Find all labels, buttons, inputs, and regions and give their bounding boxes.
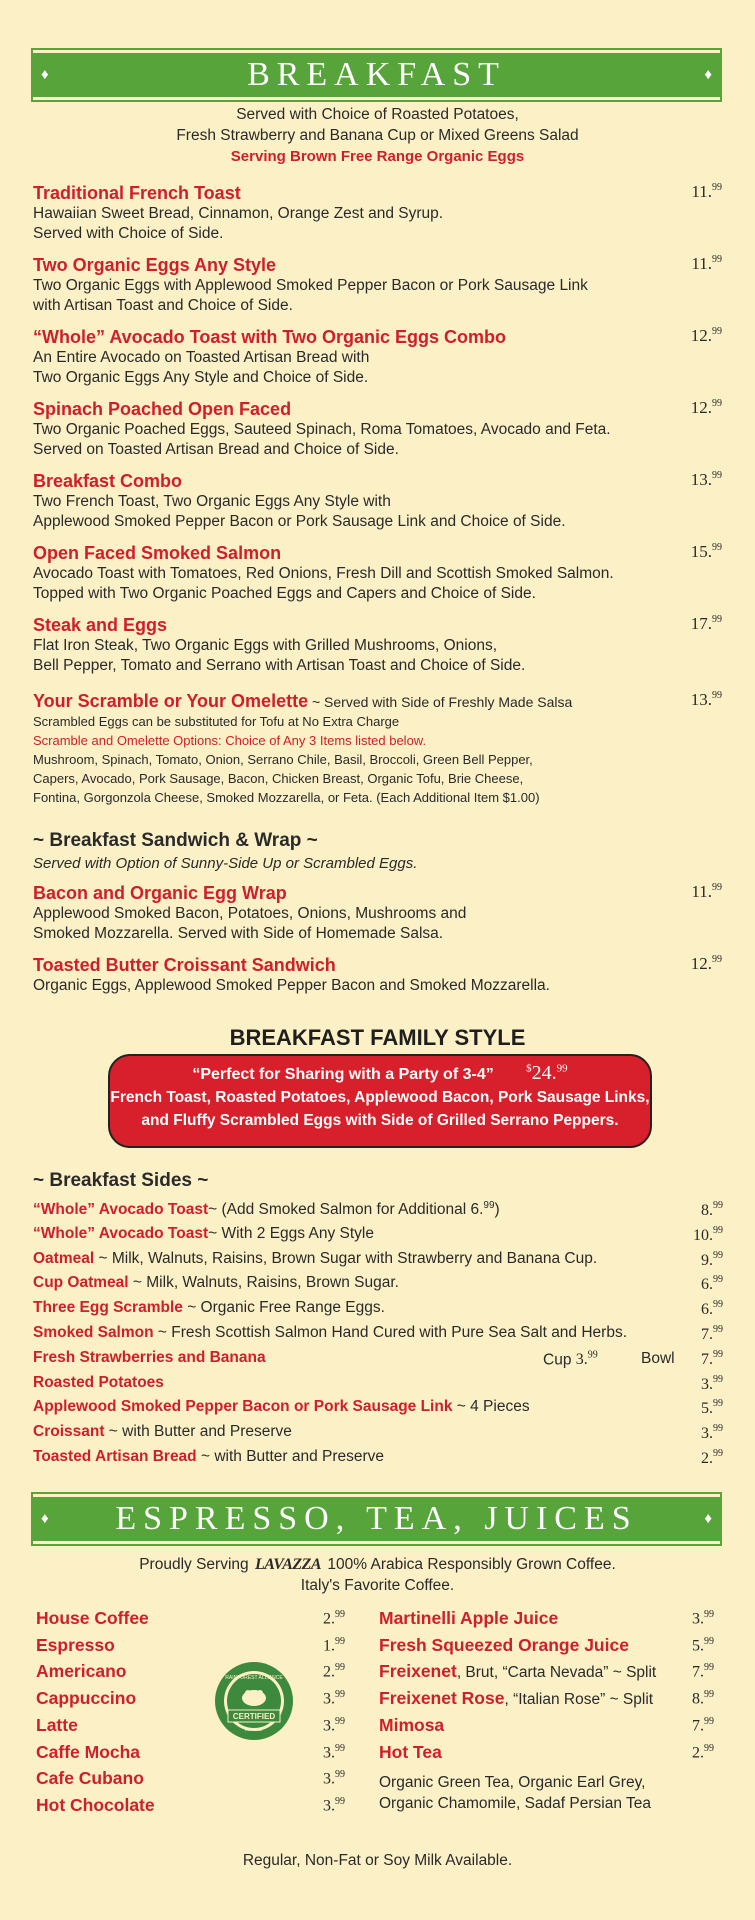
item-price — [691, 326, 722, 346]
side-price — [693, 1225, 723, 1245]
side-row — [33, 1423, 723, 1445]
tea-line: Organic Chamomile, Sadaf Persian Tea — [379, 1795, 651, 1812]
price-dollars: 3. — [323, 1770, 335, 1788]
diamond-icon: ♦ — [41, 66, 49, 83]
side-price — [701, 1324, 723, 1344]
price-dollars: 3. — [692, 1610, 704, 1628]
drink-name: Latte — [36, 1714, 78, 1735]
drink-price — [323, 1743, 345, 1762]
item-desc: Applewood Smoked Bacon, Potatoes, Onions, Mushrooms and — [33, 905, 467, 922]
price-dollars: 12. — [690, 326, 712, 345]
price-dollars: 2. — [323, 1610, 335, 1628]
item-name: Your Scramble or Your Omelette — [33, 691, 309, 711]
seal-top: RAINFOREST ALLIANCE — [225, 1675, 283, 1681]
price-dollars: 3. — [323, 1690, 335, 1708]
price-dollars: 12. — [690, 954, 712, 973]
price-cents: 99 — [335, 1662, 345, 1674]
side-price — [701, 1398, 723, 1418]
item-desc: Bell Pepper, Tomato and Serrano with Artisan Toast and Choice of Side. — [33, 657, 526, 674]
side-desc: ~ (Add Smoked Salmon for Additional 6. — [208, 1201, 484, 1219]
price-cents: 99 — [712, 470, 722, 481]
milk-note: Regular, Non-Fat or Soy Milk Available. — [242, 1852, 513, 1869]
price-dollars: 3. — [575, 1351, 588, 1369]
family-line2: French Toast, Roasted Potatoes, Applewood Bacon, Pork Sausage Links, — [110, 1089, 650, 1106]
side-row — [33, 1349, 723, 1371]
sandwich-heading: ~ Breakfast Sandwich & Wrap ~ — [33, 830, 318, 851]
item-name: Two Organic Eggs Any Style — [33, 255, 277, 275]
price-cents: 99 — [704, 1715, 714, 1727]
breakfast-intro — [0, 104, 755, 167]
drink-price — [692, 1689, 714, 1708]
price-cents: 99 — [713, 1348, 723, 1360]
side-name: “Whole” Avocado Toast — [33, 1224, 209, 1242]
side-row — [33, 1374, 723, 1396]
seal-est: EST. 1987 — [244, 1727, 264, 1732]
drinks-title: ESPRESSO, TEA, JUICES — [115, 1500, 638, 1537]
intro-line: Served with Choice of Roasted Potatoes, — [236, 106, 519, 123]
price-cents: 99 — [712, 614, 722, 625]
drink-name: Fresh Squeezed Orange Juice — [379, 1634, 629, 1655]
price-dollars: 6. — [701, 1301, 713, 1319]
item-desc: Two French Toast, Two Organic Eggs Any Style with — [33, 493, 391, 510]
menu-item — [33, 470, 723, 532]
side-desc: ~ with Butter and Preserve — [104, 1423, 292, 1441]
item-price — [691, 182, 722, 202]
intro-line: Fresh Strawberry and Banana Cup or Mixed Greens Salad — [176, 127, 579, 144]
cup-price — [543, 1350, 598, 1369]
item-price — [691, 542, 722, 562]
side-name: Smoked Salmon — [33, 1324, 154, 1341]
price-cents: 99 — [713, 1249, 723, 1261]
price-cents: 99 — [713, 1398, 723, 1410]
price-cents: 99 — [713, 1423, 723, 1435]
drink-desc: , Brut, “Carta Nevada” ~ Split — [456, 1664, 657, 1682]
scramble-item — [33, 690, 723, 806]
item-name: Bacon and Organic Egg Wrap — [33, 883, 287, 903]
price-cents: 99 — [335, 1715, 345, 1727]
breakfast-title: BREAKFAST — [247, 56, 506, 93]
item-name: Open Faced Smoked Salmon — [33, 543, 282, 563]
side-name: “Whole” Avocado Toast — [33, 1201, 209, 1219]
drink-price — [323, 1796, 345, 1815]
proud-text: Proudly Serving — [139, 1556, 249, 1573]
drink-name: Espresso — [36, 1634, 115, 1655]
family-line1: “Perfect for Sharing with a Party of 3-4” — [192, 1066, 494, 1083]
price-dollars: 7. — [692, 1663, 704, 1681]
side-name: Oatmeal — [33, 1249, 95, 1267]
side-row — [33, 1448, 723, 1470]
price-dollars: 7. — [701, 1326, 713, 1343]
side-desc: ~ with Butter and Preserve — [196, 1448, 385, 1465]
drink-price — [692, 1609, 714, 1628]
drink-name: Freixenet Rose — [379, 1688, 505, 1709]
price-cents: 99 — [704, 1689, 714, 1701]
price-cents: 99 — [712, 882, 722, 893]
price-dollars: 3. — [323, 1797, 335, 1815]
price-dollars: 15. — [690, 542, 712, 561]
side-price — [701, 1374, 723, 1394]
price-dollars: 13. — [690, 470, 712, 489]
price-dollars: 3. — [701, 1425, 713, 1443]
drink-price — [692, 1662, 714, 1681]
drink-name: Hot Tea — [379, 1741, 442, 1762]
drink-price — [323, 1769, 345, 1788]
price-cents: 99 — [587, 1350, 598, 1361]
item-name: Traditional French Toast — [33, 183, 241, 203]
side-price — [701, 1200, 723, 1220]
price-dollars: 7. — [692, 1717, 704, 1735]
price-dollars: 11. — [691, 254, 712, 273]
side-price — [701, 1250, 723, 1270]
side-desc-end: ) — [494, 1201, 500, 1219]
side-row — [33, 1299, 723, 1321]
price-dollars: 3. — [323, 1717, 335, 1735]
item-name: Breakfast Combo — [33, 471, 183, 491]
item-desc: Hawaiian Sweet Bread, Cinnamon, Orange Zest and Syrup. — [33, 205, 444, 222]
drink-name-row — [379, 1715, 444, 1736]
price-cents: 99 — [335, 1769, 345, 1781]
item-price — [691, 470, 722, 490]
price-dollars: 17. — [690, 614, 712, 633]
tea-options — [379, 1772, 651, 1814]
drink-price — [692, 1743, 714, 1762]
menu-item — [33, 326, 723, 388]
price-dollars: 6. — [701, 1276, 713, 1294]
side-desc: ~ Milk, Walnuts, Raisins, Brown Sugar. — [128, 1274, 399, 1292]
side-name: Cup Oatmeal — [33, 1274, 129, 1292]
drink-price — [323, 1662, 345, 1681]
cup-label: Cup — [543, 1351, 572, 1369]
price-cents: 99 — [712, 542, 722, 553]
menu-item — [33, 398, 723, 460]
price-cents: 99 — [335, 1742, 345, 1754]
item-desc: with Artisan Toast and Choice of Side. — [33, 297, 293, 314]
item-desc: An Entire Avocado on Toasted Artisan Bread with — [33, 349, 370, 366]
price-dollars: 3. — [701, 1375, 713, 1393]
price-cents: 99 — [712, 690, 722, 701]
price-cents: 99 — [704, 1742, 714, 1754]
price-cents: 99 — [713, 1299, 723, 1311]
item-desc: Topped with Two Organic Poached Eggs and Capers and Choice of Side. — [33, 585, 536, 602]
bowl-label: Bowl — [641, 1350, 675, 1367]
price-cents: 99 — [335, 1689, 345, 1701]
drink-desc: , “Italian Rose” ~ Split — [504, 1691, 654, 1709]
item-name: Toasted Butter Croissant Sandwich — [33, 955, 336, 975]
price-dollars: 13. — [690, 690, 712, 709]
drink-name: Martinelli Apple Juice — [379, 1608, 559, 1628]
drink-name-row — [379, 1635, 629, 1656]
drinks-banner — [33, 1494, 720, 1544]
price-dollars: 3. — [323, 1743, 335, 1761]
item-desc: Two Organic Eggs with Applewood Smoked Pepper Bacon or Pork Sausage Link — [33, 277, 588, 294]
price-cents: 99 — [713, 1373, 723, 1385]
side-row — [33, 1225, 723, 1247]
item-name: Steak and Eggs — [33, 615, 168, 635]
drink-name-row — [379, 1608, 558, 1629]
drink-price — [323, 1716, 345, 1735]
menu-item — [33, 614, 723, 676]
item-desc: Avocado Toast with Tomatoes, Red Onions, Fresh Dill and Scottish Smoked Salmon. — [33, 565, 614, 582]
drink-name: Cafe Cubano — [36, 1768, 144, 1789]
drink-name: Hot Chocolate — [36, 1794, 155, 1815]
menu-item — [33, 254, 723, 316]
item-note: Scrambled Eggs can be substituted for Tofu at No Extra Charge — [33, 714, 400, 729]
price-cents: 99 — [712, 398, 722, 409]
price-cents: 99 — [335, 1795, 345, 1807]
family-price — [526, 1062, 568, 1084]
price-symbol: $ — [526, 1062, 532, 1075]
drink-name: Cappuccino — [36, 1688, 137, 1709]
side-price — [701, 1299, 723, 1319]
price-dollars: 8. — [701, 1202, 713, 1219]
menu-item — [33, 954, 723, 996]
price-cents: 99 — [712, 326, 722, 337]
item-options: Scramble and Omelette Options: Choice of Any 3 Items listed below. — [33, 733, 427, 748]
side-row — [33, 1200, 723, 1222]
side-name: Fresh Strawberries and Banana — [33, 1348, 266, 1366]
item-desc: Applewood Smoked Pepper Bacon or Pork Sausage Link and Choice of Side. — [33, 513, 566, 530]
side-desc: ~ 4 Pieces — [452, 1398, 530, 1416]
item-price — [691, 882, 722, 902]
price-dollars: 24. — [531, 1062, 557, 1084]
price-dollars: 9. — [701, 1251, 713, 1269]
side-row — [33, 1398, 723, 1420]
diamond-icon: ♦ — [704, 1510, 712, 1527]
price-dollars: 5. — [701, 1400, 713, 1418]
item-name: Spinach Poached Open Faced — [33, 399, 292, 419]
item-desc: Flat Iron Steak, Two Organic Eggs with Grilled Mushrooms, Onions, — [33, 637, 498, 654]
side-price — [701, 1274, 723, 1294]
side-desc: ~ Organic Free Range Eggs. — [182, 1299, 385, 1317]
side-name: Croissant — [33, 1423, 105, 1441]
drink-name-row — [379, 1742, 442, 1763]
price-cents: 99 — [713, 1324, 723, 1335]
drink-name: Americano — [36, 1661, 127, 1682]
item-desc: Served with Choice of Side. — [33, 225, 224, 242]
price-cents: 99 — [704, 1609, 714, 1620]
price-cents: 99 — [712, 182, 722, 193]
menu-item — [33, 542, 723, 604]
family-line3: and Fluffy Scrambled Eggs with Side of Grilled Serrano Peppers. — [141, 1112, 619, 1129]
price-dollars: 7. — [701, 1350, 713, 1368]
price-dollars: 2. — [323, 1663, 335, 1681]
item-note: Fontina, Gorgonzola Cheese, Smoked Mozzarella, or Feta. (Each Additional Item $1.00) — [33, 790, 540, 805]
item-name: “Whole” Avocado Toast with Two Organic Eggs Combo — [33, 327, 507, 347]
intro-highlight: Serving Brown Free Range Organic Eggs — [230, 148, 525, 165]
drink-name-row — [379, 1661, 656, 1682]
lavazza-logo: LAVAZZA — [254, 1556, 322, 1573]
price-dollars: 11. — [691, 182, 712, 201]
price-cents: 99 — [713, 1200, 723, 1211]
side-price — [701, 1448, 723, 1468]
price-dollars: 10. — [693, 1226, 713, 1244]
coffee-info — [0, 1554, 755, 1596]
price-dollars: 11. — [691, 882, 712, 901]
family-heading: BREAKFAST FAMILY STYLE — [229, 1025, 526, 1050]
drink-name-row — [379, 1688, 653, 1709]
item-price — [691, 254, 722, 274]
price-cents: 99 — [704, 1662, 714, 1674]
side-row — [33, 1324, 723, 1346]
price-dollars: 5. — [692, 1637, 704, 1655]
price-cents: 99 — [713, 1224, 723, 1236]
family-tagline — [110, 1062, 650, 1085]
price-cents: 99 — [713, 1274, 723, 1286]
drink-price — [323, 1609, 345, 1628]
item-price — [691, 614, 722, 634]
drink-name: Freixenet — [379, 1661, 457, 1682]
item-desc: Smoked Mozzarella. Served with Side of Homemade Salsa. — [33, 925, 444, 942]
drink-name: Mimosa — [379, 1714, 445, 1735]
price-dollars: 2. — [701, 1450, 713, 1467]
item-price — [691, 398, 722, 418]
sandwich-subtitle: Served with Option of Sunny-Side Up or Scrambled Eggs. — [33, 855, 418, 872]
price-cents: 99 — [704, 1635, 714, 1647]
rainforest-seal-icon — [213, 1660, 295, 1742]
price-cents: 99 — [713, 1448, 723, 1459]
menu-item — [33, 182, 723, 244]
item-note: Capers, Avocado, Pork Sausage, Bacon, Chicken Breast, Organic Tofu, Brie Cheese, — [33, 771, 524, 786]
item-desc: Two Organic Poached Eggs, Sauteed Spinach, Roma Tomatoes, Avocado and Feta. — [33, 421, 611, 438]
price-dollars: 12. — [690, 398, 712, 417]
side-name: Toasted Artisan Bread — [33, 1448, 197, 1465]
price-cents: 99 — [556, 1062, 568, 1075]
side-name: Three Egg Scramble — [33, 1299, 183, 1317]
drink-price — [323, 1689, 345, 1708]
drink-name: Caffe Mocha — [36, 1741, 141, 1762]
side-price — [701, 1423, 723, 1443]
drink-price — [692, 1716, 714, 1735]
drink-price — [323, 1636, 345, 1655]
item-note: Mushroom, Spinach, Tomato, Onion, Serrano Chile, Basil, Broccoli, Green Bell Pepper, — [33, 752, 533, 767]
side-desc: ~ Milk, Walnuts, Raisins, Brown Sugar with Strawberry and Banana Cup. — [94, 1249, 598, 1267]
side-desc: ~ Fresh Scottish Salmon Hand Cured with Pure Sea Salt and Herbs. — [153, 1324, 628, 1341]
coffee-sub: Italy's Favorite Coffee. — [300, 1577, 455, 1594]
side-desc: ~ With 2 Eggs Any Style — [208, 1224, 374, 1242]
price-dollars: 8. — [692, 1690, 704, 1708]
item-desc: Two Organic Eggs Any Style and Choice of Side. — [33, 369, 369, 386]
tea-line: Organic Green Tea, Organic Earl Grey, — [379, 1774, 646, 1791]
side-desc-cents: 99 — [483, 1200, 495, 1211]
menu-item — [33, 882, 723, 944]
price-dollars: 2. — [692, 1743, 704, 1761]
side-row — [33, 1274, 723, 1296]
diamond-icon: ♦ — [704, 66, 712, 83]
coffee-desc: 100% Arabica Responsibly Grown Coffee. — [327, 1556, 616, 1573]
side-row — [33, 1250, 723, 1272]
breakfast-banner — [33, 50, 720, 100]
item-suffix: ~ Served with Side of Freshly Made Salsa — [308, 694, 573, 710]
price-cents: 99 — [335, 1635, 345, 1647]
side-name: Applewood Smoked Pepper Bacon or Pork Sausage Link — [33, 1398, 453, 1416]
price-cents: 99 — [712, 254, 722, 265]
drink-name: House Coffee — [36, 1608, 149, 1628]
item-desc: Organic Eggs, Applewood Smoked Pepper Bacon and Smoked Mozzarella. — [33, 977, 550, 994]
item-price — [691, 954, 722, 974]
family-style-box — [108, 1054, 652, 1148]
price-cents: 99 — [712, 954, 722, 965]
item-desc: Served on Toasted Artisan Bread and Choice of Side. — [33, 441, 399, 458]
seal-certified: CERTIFIED — [232, 1712, 276, 1721]
item-price — [691, 690, 722, 710]
price-dollars: 1. — [323, 1637, 335, 1655]
sides-heading: ~ Breakfast Sides ~ — [33, 1170, 209, 1191]
price-cents: 99 — [335, 1609, 345, 1620]
drink-price — [692, 1636, 714, 1655]
side-name: Roasted Potatoes — [33, 1373, 164, 1391]
side-price — [701, 1349, 723, 1369]
diamond-icon: ♦ — [41, 1510, 49, 1527]
